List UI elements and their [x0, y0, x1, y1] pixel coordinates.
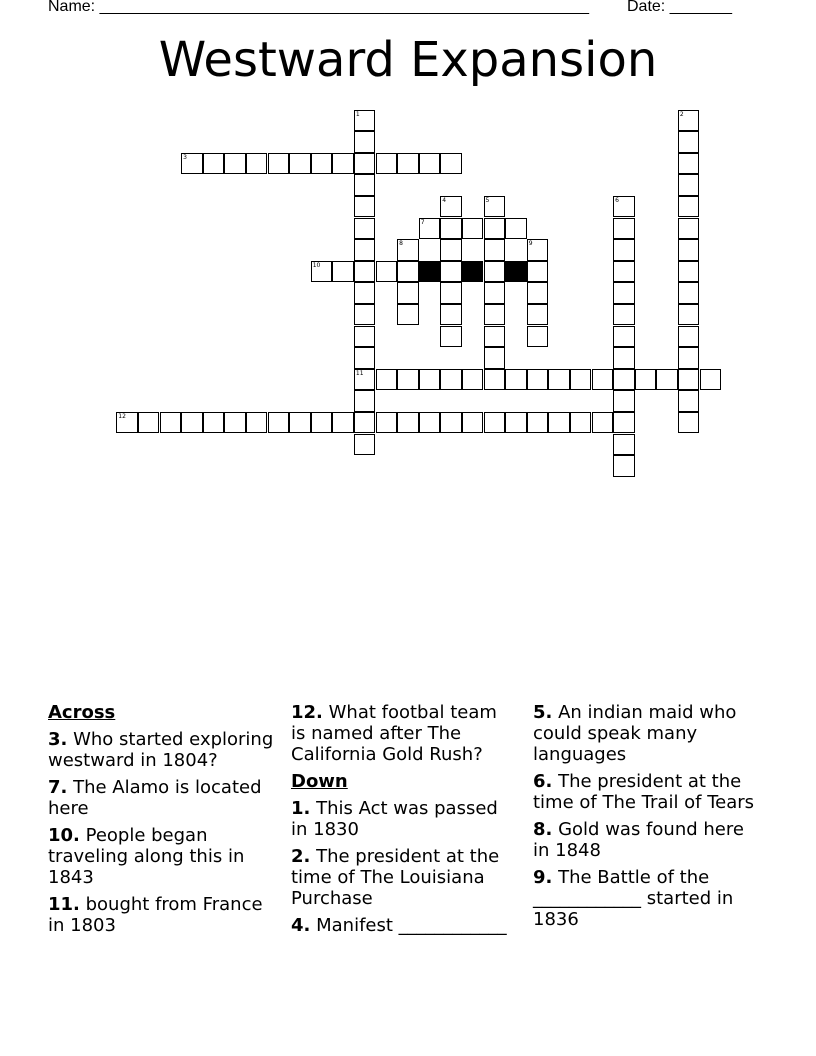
- grid-cell[interactable]: [527, 412, 549, 434]
- grid-cell[interactable]: [505, 412, 527, 434]
- grid-cell[interactable]: [678, 390, 700, 412]
- clue-number-label: 1.: [291, 798, 311, 819]
- grid-cell[interactable]: [527, 239, 549, 261]
- grid-cell[interactable]: [354, 153, 376, 175]
- grid-cell[interactable]: [354, 347, 376, 369]
- grid-cell[interactable]: [462, 369, 484, 391]
- grid-cell[interactable]: [354, 174, 376, 196]
- grid-cell[interactable]: [527, 326, 549, 348]
- clue-text: People began traveling along this in 1843: [48, 825, 245, 888]
- clue-item: [48, 825, 274, 888]
- clue-number-label: 3.: [48, 729, 68, 750]
- across-clue-list: [48, 729, 274, 936]
- grid-cell[interactable]: [613, 326, 635, 348]
- clues-column-1: [48, 702, 274, 942]
- grid-cell[interactable]: [203, 153, 225, 175]
- grid-cell[interactable]: [268, 412, 290, 434]
- grid-cell[interactable]: [440, 261, 462, 283]
- down-clue-list-continued: [533, 702, 759, 930]
- grid-cell[interactable]: [440, 304, 462, 326]
- grid-cell[interactable]: [246, 412, 268, 434]
- grid-cell[interactable]: [376, 261, 398, 283]
- grid-cell[interactable]: [354, 282, 376, 304]
- grid-cell[interactable]: [613, 369, 635, 391]
- clue-item: [291, 798, 517, 840]
- grid-cell[interactable]: [397, 282, 419, 304]
- grid-cell[interactable]: [311, 261, 333, 283]
- grid-cell[interactable]: [354, 239, 376, 261]
- clue-text: Manifest ____________: [310, 915, 507, 936]
- grid-cell[interactable]: [419, 369, 441, 391]
- grid-cell[interactable]: [678, 412, 700, 434]
- grid-cell[interactable]: [505, 218, 527, 240]
- grid-cell-black: [505, 261, 527, 283]
- clue-number-label: 10.: [48, 825, 80, 846]
- across-heading: Across: [48, 702, 116, 723]
- grid-cell[interactable]: [613, 455, 635, 477]
- clue-text: Who started exploring westward in 1804?: [48, 729, 274, 771]
- grid-cell[interactable]: [354, 390, 376, 412]
- grid-cell[interactable]: [635, 369, 657, 391]
- clue-item: [291, 915, 517, 936]
- clue-number-label: 9.: [533, 867, 553, 888]
- grid-cell[interactable]: [462, 218, 484, 240]
- clue-number-label: 2.: [291, 846, 311, 867]
- grid-cell[interactable]: [376, 412, 398, 434]
- down-heading: Down: [291, 771, 348, 792]
- grid-cell[interactable]: [678, 369, 700, 391]
- date-field-label: Date: _______: [627, 0, 732, 15]
- clue-number-label: 8.: [533, 819, 553, 840]
- grid-cell[interactable]: [484, 326, 506, 348]
- grid-cell[interactable]: [440, 326, 462, 348]
- grid-cell[interactable]: [440, 196, 462, 218]
- grid-cell[interactable]: [311, 412, 333, 434]
- grid-cell[interactable]: [116, 412, 138, 434]
- grid-cell[interactable]: [203, 412, 225, 434]
- name-field-label: Name: _______________________________________________________: [48, 0, 589, 15]
- grid-cell[interactable]: [678, 282, 700, 304]
- grid-cell[interactable]: [397, 412, 419, 434]
- grid-cell[interactable]: [419, 153, 441, 175]
- grid-cell[interactable]: [160, 412, 182, 434]
- grid-cell[interactable]: [613, 282, 635, 304]
- grid-cell[interactable]: [354, 412, 376, 434]
- grid-cell[interactable]: [440, 153, 462, 175]
- clue-number-label: 5.: [533, 702, 553, 723]
- grid-cell[interactable]: [613, 347, 635, 369]
- grid-cell[interactable]: [592, 369, 614, 391]
- grid-cell[interactable]: [592, 412, 614, 434]
- grid-cell[interactable]: [181, 412, 203, 434]
- grid-cell[interactable]: [354, 196, 376, 218]
- grid-cell[interactable]: [419, 412, 441, 434]
- grid-cell[interactable]: [440, 239, 462, 261]
- grid-cell[interactable]: [613, 412, 635, 434]
- clue-number: 6: [615, 196, 619, 204]
- clue-text: The president at the time of The Trail of Tears: [533, 771, 755, 813]
- clue-item: [48, 894, 274, 936]
- grid-cell[interactable]: [181, 153, 203, 175]
- clue-number-label: 6.: [533, 771, 553, 792]
- grid-cell[interactable]: [484, 347, 506, 369]
- clue-number: 12: [118, 412, 126, 420]
- grid-cell[interactable]: [138, 412, 160, 434]
- clue-item: [533, 771, 759, 813]
- clue-number-label: 11.: [48, 894, 80, 915]
- grid-cell[interactable]: [354, 218, 376, 240]
- grid-cell[interactable]: [570, 412, 592, 434]
- grid-cell[interactable]: [678, 347, 700, 369]
- grid-cell[interactable]: [678, 174, 700, 196]
- grid-cell[interactable]: [678, 304, 700, 326]
- grid-cell[interactable]: [484, 282, 506, 304]
- grid-cell[interactable]: [613, 304, 635, 326]
- grid-cell[interactable]: [311, 153, 333, 175]
- clue-number: 8: [399, 240, 403, 248]
- clue-number-label: 12.: [291, 702, 323, 723]
- grid-cell[interactable]: [354, 434, 376, 456]
- grid-cell[interactable]: [570, 369, 592, 391]
- grid-cell[interactable]: [700, 369, 722, 391]
- grid-cell[interactable]: [354, 369, 376, 391]
- clue-item: [533, 819, 759, 861]
- grid-cell[interactable]: [397, 261, 419, 283]
- clue-text: The Battle of the ____________ started in 1836: [533, 867, 734, 930]
- clues-column-2: [291, 702, 517, 942]
- grid-cell[interactable]: [505, 369, 527, 391]
- grid-cell[interactable]: [440, 218, 462, 240]
- page-title: Westward Expansion: [158, 32, 658, 88]
- grid-cell[interactable]: [289, 412, 311, 434]
- clue-text: bought from France in 1803: [48, 894, 263, 936]
- grid-cell[interactable]: [462, 412, 484, 434]
- grid-cell[interactable]: [246, 153, 268, 175]
- grid-cell[interactable]: [484, 412, 506, 434]
- grid-cell[interactable]: [354, 261, 376, 283]
- grid-cell[interactable]: [440, 369, 462, 391]
- grid-cell[interactable]: [484, 196, 506, 218]
- grid-cell[interactable]: [613, 239, 635, 261]
- grid-cell[interactable]: [354, 326, 376, 348]
- clue-text: The Alamo is located here: [48, 777, 262, 819]
- clue-item: [291, 846, 517, 909]
- clue-number: 3: [183, 153, 187, 161]
- grid-cell[interactable]: [332, 412, 354, 434]
- grid-cell[interactable]: [527, 282, 549, 304]
- clue-item: [48, 777, 274, 819]
- grid-cell[interactable]: [678, 261, 700, 283]
- clue-item: [291, 702, 517, 765]
- grid-cell-black: [462, 261, 484, 283]
- grid-cell[interactable]: [289, 153, 311, 175]
- grid-cell[interactable]: [440, 412, 462, 434]
- grid-cell[interactable]: [440, 282, 462, 304]
- grid-cell[interactable]: [678, 326, 700, 348]
- grid-cell[interactable]: [484, 261, 506, 283]
- grid-cell[interactable]: [527, 261, 549, 283]
- grid-cell[interactable]: [354, 131, 376, 153]
- clue-number: 2: [679, 110, 684, 118]
- clue-number: 9: [528, 240, 533, 248]
- clue-item: [533, 702, 759, 765]
- grid-cell[interactable]: [613, 390, 635, 412]
- clues-column-3: [533, 702, 759, 936]
- clue-item: [533, 867, 759, 930]
- clue-number: 1: [355, 110, 360, 118]
- grid-cell[interactable]: [613, 196, 635, 218]
- grid-cell[interactable]: [354, 110, 376, 132]
- grid-cell[interactable]: [376, 153, 398, 175]
- grid-cell[interactable]: [678, 239, 700, 261]
- grid-cell[interactable]: [678, 218, 700, 240]
- across-clue-list-continued: [291, 702, 517, 765]
- grid-cell[interactable]: [613, 218, 635, 240]
- grid-cell[interactable]: [678, 110, 700, 132]
- down-clue-list: [291, 798, 517, 936]
- grid-cell[interactable]: [332, 153, 354, 175]
- clue-text: Gold was found here in 1848: [533, 819, 744, 861]
- grid-cell[interactable]: [484, 218, 506, 240]
- grid-cell[interactable]: [268, 153, 290, 175]
- clue-number: 5: [485, 196, 490, 204]
- clue-text: An indian maid who could speak many languages: [533, 702, 737, 765]
- grid-cell[interactable]: [656, 369, 678, 391]
- clue-number: 11: [355, 369, 364, 377]
- grid-cell[interactable]: [397, 304, 419, 326]
- grid-cell[interactable]: [376, 369, 398, 391]
- grid-cell[interactable]: [678, 196, 700, 218]
- grid-cell[interactable]: [224, 153, 246, 175]
- clue-text: This Act was passed in 1830: [291, 798, 498, 840]
- clue-number: 4: [442, 196, 447, 204]
- grid-cell[interactable]: [224, 412, 246, 434]
- grid-cell[interactable]: [397, 239, 419, 261]
- grid-cell[interactable]: [527, 369, 549, 391]
- grid-cell[interactable]: [678, 131, 700, 153]
- grid-cell[interactable]: [332, 261, 354, 283]
- clue-text: The president at the time of The Louisiana Purchase: [291, 846, 500, 909]
- grid-cell[interactable]: [613, 261, 635, 283]
- grid-cell[interactable]: [613, 434, 635, 456]
- clue-item: [48, 729, 274, 771]
- grid-cell[interactable]: [527, 304, 549, 326]
- clue-number-label: 7.: [48, 777, 68, 798]
- grid-cell[interactable]: [548, 412, 570, 434]
- clue-text: What footbal team is named after The California Gold Rush?: [291, 702, 497, 765]
- grid-cell[interactable]: [354, 304, 376, 326]
- grid-cell[interactable]: [484, 369, 506, 391]
- grid-cell[interactable]: [678, 153, 700, 175]
- clue-number-label: 4.: [291, 915, 311, 936]
- grid-cell[interactable]: [484, 304, 506, 326]
- grid-cell[interactable]: [419, 218, 441, 240]
- clue-number: 10: [312, 261, 321, 269]
- grid-cell-black: [419, 261, 441, 283]
- clue-number: 7: [420, 218, 425, 226]
- grid-cell[interactable]: [548, 369, 570, 391]
- grid-cell[interactable]: [397, 369, 419, 391]
- grid-cell[interactable]: [397, 153, 419, 175]
- grid-cell[interactable]: [484, 239, 506, 261]
